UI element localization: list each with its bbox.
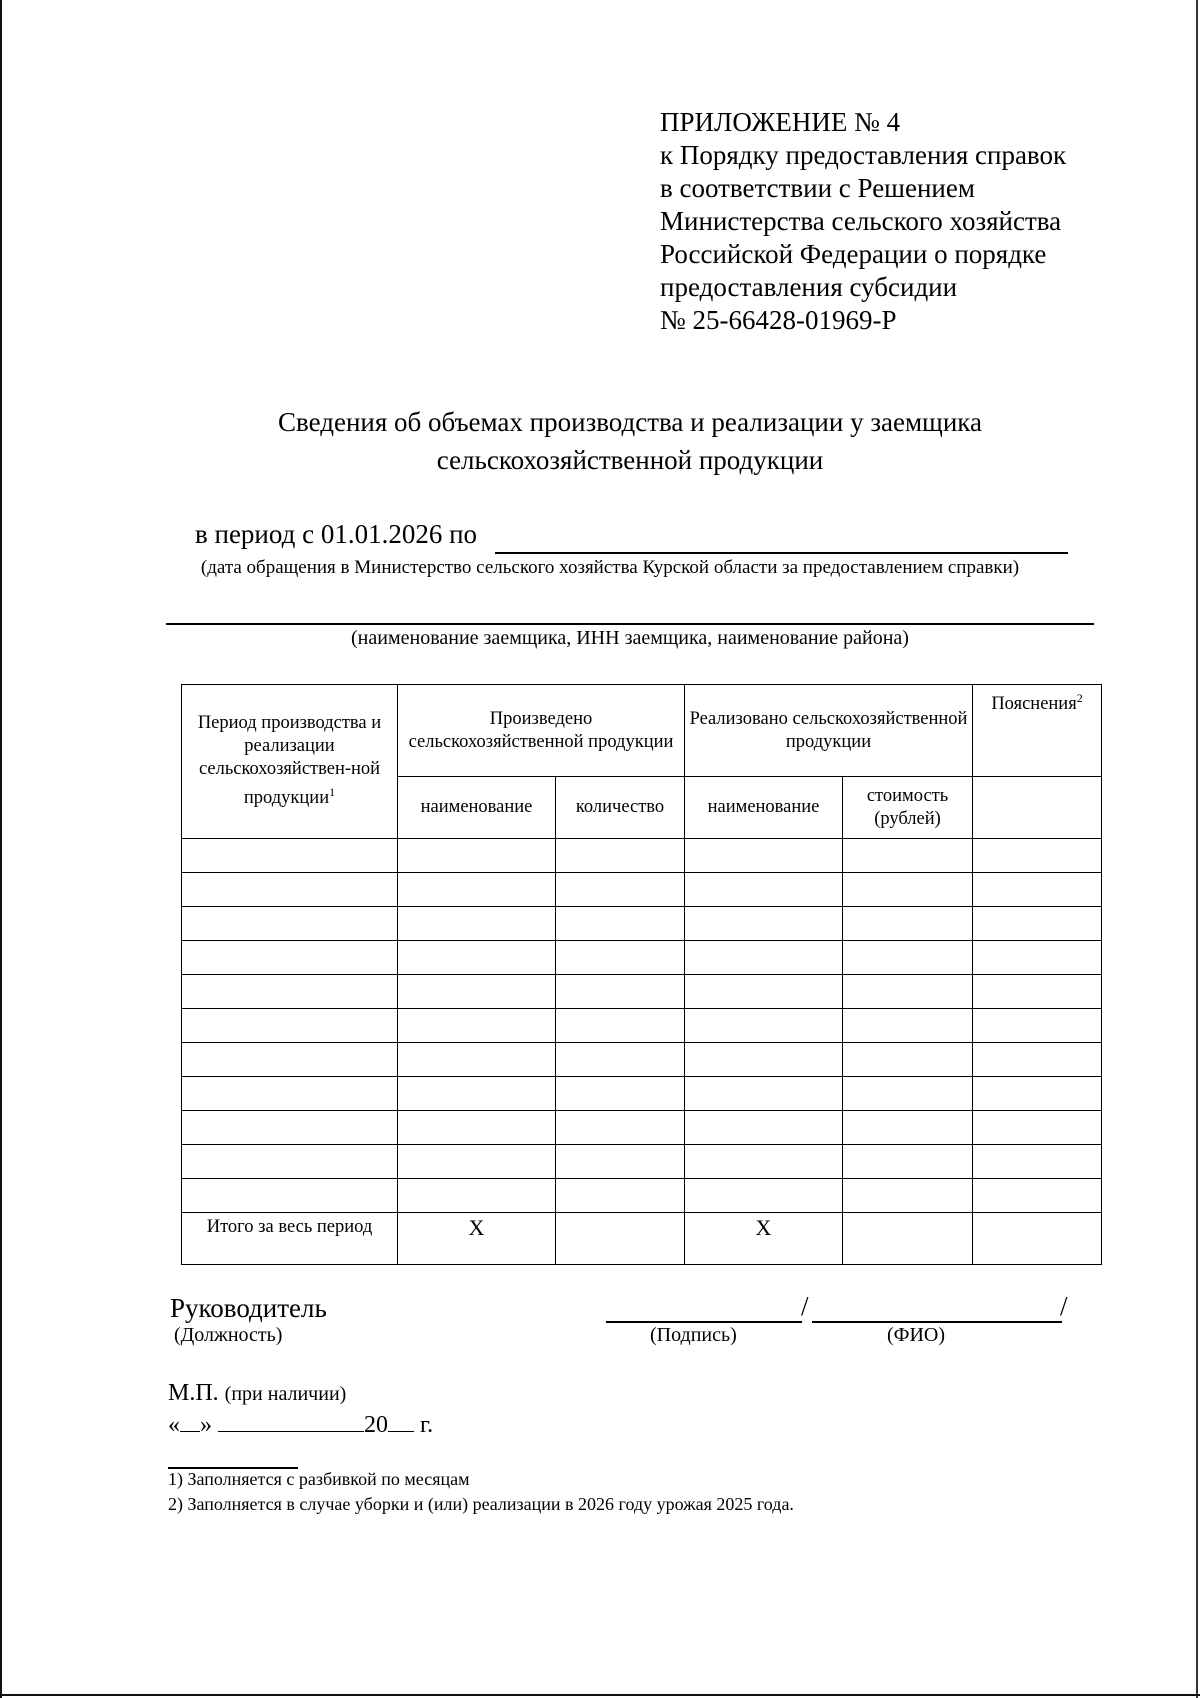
header-produced-name: наименование (398, 777, 556, 839)
table-cell[interactable] (398, 1111, 556, 1145)
head-label: Руководитель (170, 1293, 327, 1323)
period-text: в период с 01.01.2026 по (195, 519, 478, 549)
scan-border-right (1196, 0, 1198, 1698)
table-cell[interactable] (182, 839, 398, 873)
table-row (182, 975, 1102, 1009)
table-cell[interactable] (973, 907, 1102, 941)
table-cell[interactable] (685, 1077, 843, 1111)
table-cell[interactable] (843, 941, 973, 975)
table-cell[interactable] (398, 873, 556, 907)
title-line-1: Сведения об объемах производства и реализации у заемщика (278, 407, 982, 437)
stamp-mp: М.П. (168, 1380, 219, 1406)
table-cell[interactable] (556, 1043, 685, 1077)
total-label: Итого за весь период (182, 1213, 398, 1265)
table-cell[interactable] (843, 1077, 973, 1111)
table-cell[interactable] (182, 1179, 398, 1213)
table-cell[interactable] (398, 1077, 556, 1111)
header-notes-blank (973, 777, 1102, 839)
table-row (182, 873, 1102, 907)
table-cell[interactable] (182, 941, 398, 975)
table-cell[interactable] (685, 975, 843, 1009)
header-sold-name: наименование (685, 777, 843, 839)
total-produced-quantity[interactable] (556, 1213, 685, 1265)
table-cell[interactable] (556, 941, 685, 975)
table-row (182, 1077, 1102, 1111)
table-cell[interactable] (182, 1077, 398, 1111)
table-cell[interactable] (685, 941, 843, 975)
table-row (182, 1009, 1102, 1043)
scan-border-left (0, 0, 2, 1698)
total-sold-name-x: Х (685, 1213, 843, 1265)
production-table (181, 684, 1102, 1265)
table-cell[interactable] (843, 1145, 973, 1179)
table-cell[interactable] (556, 839, 685, 873)
appendix-line: Министерства сельского хозяйства (660, 206, 1062, 236)
header-produced-quantity: количество (556, 777, 685, 839)
table-row (182, 1111, 1102, 1145)
header-period: Период производства и реализации сельскохозяйствен-ной продукции$^1$ (182, 685, 398, 839)
table-cell[interactable] (556, 1145, 685, 1179)
table-cell[interactable] (973, 941, 1102, 975)
signature-hint: (Подпись) (650, 1324, 737, 1346)
slash-separator: / (1060, 1291, 1068, 1321)
total-notes[interactable] (973, 1213, 1102, 1265)
signature-field[interactable] (606, 1321, 802, 1323)
table-cell[interactable] (973, 1111, 1102, 1145)
table-cell[interactable] (843, 975, 973, 1009)
table-cell[interactable] (182, 873, 398, 907)
total-row (182, 1213, 1102, 1265)
fio-hint: (ФИО) (887, 1324, 946, 1346)
title-line-2: сельскохозяйственной продукции (436, 445, 824, 475)
appendix-line: ПРИЛОЖЕНИЕ № 4 (660, 107, 901, 137)
footnote-2: 2) Заполняется в случае уборки и (или) реализации в 2026 году урожая 2025 года. (168, 1494, 794, 1514)
table-cell[interactable] (556, 1009, 685, 1043)
table-cell[interactable] (973, 873, 1102, 907)
date-year-field[interactable] (388, 1409, 414, 1432)
table-cell[interactable] (685, 839, 843, 873)
table-cell[interactable] (182, 975, 398, 1009)
fio-field[interactable] (812, 1321, 1062, 1323)
table-cell[interactable] (685, 1009, 843, 1043)
table-cell[interactable] (973, 1077, 1102, 1111)
table-cell[interactable] (685, 1043, 843, 1077)
table-cell[interactable] (843, 1043, 973, 1077)
table-cell[interactable] (685, 873, 843, 907)
table-cell[interactable] (398, 1009, 556, 1043)
total-produced-name-x: Х (398, 1213, 556, 1265)
appendix-line: № 25-66428-01969-Р (660, 305, 897, 335)
table-cell[interactable] (843, 907, 973, 941)
borrower-hint: (наименование заемщика, ИНН заемщика, наименование района) (351, 627, 909, 649)
period-end-date-field[interactable] (495, 552, 1068, 554)
table-row (182, 941, 1102, 975)
table-cell[interactable] (398, 1043, 556, 1077)
date-year-suffix: г. (420, 1412, 434, 1438)
table-cell[interactable] (556, 1077, 685, 1111)
table-cell[interactable] (182, 1111, 398, 1145)
table-row (182, 907, 1102, 941)
table-cell[interactable] (182, 1145, 398, 1179)
table-cell[interactable] (182, 1009, 398, 1043)
table-cell[interactable] (398, 941, 556, 975)
scan-border-bottom (0, 1694, 1200, 1696)
table-cell[interactable] (398, 907, 556, 941)
table-cell[interactable] (973, 1043, 1102, 1077)
table-cell[interactable] (556, 1179, 685, 1213)
table-cell[interactable] (685, 1179, 843, 1213)
appendix-line: к Порядку предоставления справок (660, 140, 1067, 170)
date-row (168, 1409, 433, 1439)
borrower-field[interactable] (166, 623, 1094, 625)
table-cell[interactable] (398, 839, 556, 873)
date-year-prefix: 20 (364, 1412, 388, 1438)
table-cell[interactable] (398, 1179, 556, 1213)
table-cell[interactable] (843, 873, 973, 907)
appendix-header (660, 106, 1066, 337)
stamp-note: (при наличии) (224, 1383, 347, 1405)
appendix-line: Российской Федерации о порядке (660, 239, 1047, 269)
table-cell[interactable] (843, 1111, 973, 1145)
period-hint: (дата обращения в Министерство сельского хозяйства Курской области за предоставлением справки) (200, 557, 1020, 578)
footnote-1: 1) Заполняется с разбивкой по месяцам (168, 1469, 470, 1489)
table-cell[interactable] (973, 1145, 1102, 1179)
table-cell[interactable] (182, 1043, 398, 1077)
header-sold: Реализовано сельскохозяйственной продукции (685, 685, 973, 777)
table-row (182, 839, 1102, 873)
date-month-field[interactable] (218, 1409, 364, 1432)
table-cell[interactable] (685, 1111, 843, 1145)
header-sold-cost: стоимость (рублей) (843, 777, 973, 839)
table-cell[interactable] (843, 839, 973, 873)
position-hint: (Должность) (174, 1324, 283, 1346)
table-row (182, 1043, 1102, 1077)
table-row (182, 1179, 1102, 1213)
table-cell[interactable] (843, 1009, 973, 1043)
table-cell[interactable] (556, 907, 685, 941)
table-cell[interactable] (685, 1145, 843, 1179)
date-open-quote: « (168, 1412, 180, 1438)
date-day-field[interactable] (180, 1409, 200, 1432)
table-cell[interactable] (556, 1111, 685, 1145)
document-title (160, 403, 1100, 479)
table-cell[interactable] (556, 873, 685, 907)
table-cell[interactable] (973, 1009, 1102, 1043)
table-cell[interactable] (973, 975, 1102, 1009)
header-notes: Пояснения$^2$ (973, 685, 1102, 777)
stamp-label (168, 1380, 346, 1407)
table-cell[interactable] (182, 907, 398, 941)
appendix-line: в соответствии с Решением (660, 173, 975, 203)
table-cell[interactable] (973, 839, 1102, 873)
table-row (182, 1145, 1102, 1179)
table-cell[interactable] (556, 975, 685, 1009)
header-produced: Произведено сельскохозяйственной продукции (398, 685, 685, 777)
appendix-line: предоставления субсидии (660, 272, 958, 302)
table-cell[interactable] (398, 975, 556, 1009)
table-cell[interactable] (843, 1179, 973, 1213)
slash-separator: / (801, 1291, 809, 1321)
table-cell[interactable] (973, 1179, 1102, 1213)
table-cell[interactable] (685, 907, 843, 941)
table-cell[interactable] (398, 1145, 556, 1179)
date-close-quote: » (200, 1412, 212, 1438)
total-sold-cost[interactable] (843, 1213, 973, 1265)
